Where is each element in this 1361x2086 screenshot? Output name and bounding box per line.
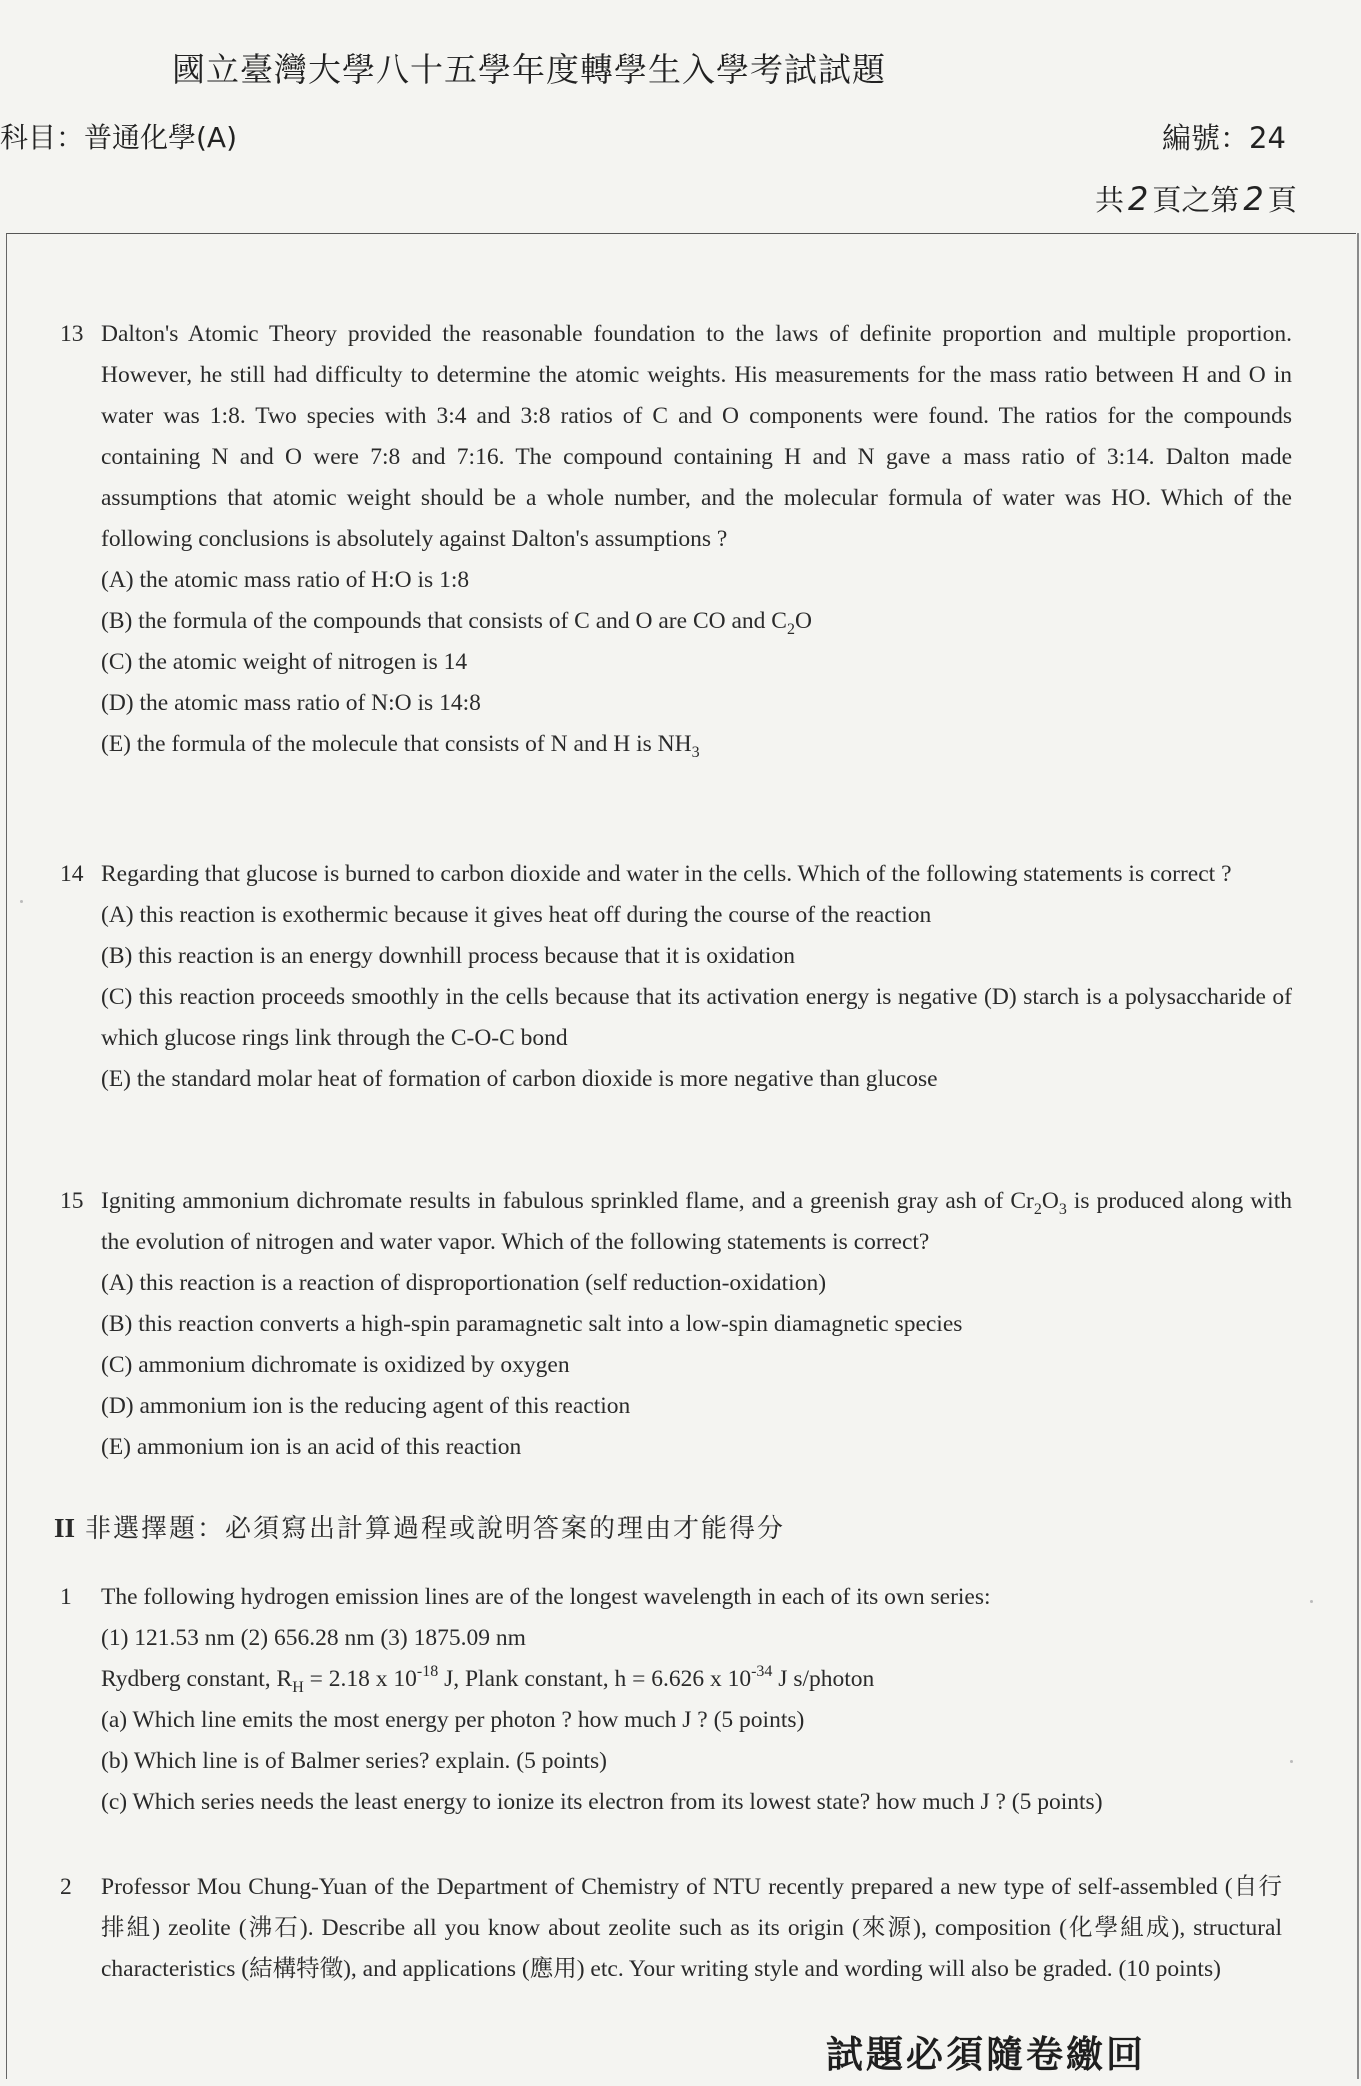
page-frame-right-edge	[1357, 233, 1359, 2079]
part-a: (a) Which line emits the most energy per photon ? how much J ? (5 points)	[101, 1707, 805, 1733]
question-15	[60, 1181, 1292, 1468]
option-e: (E) ammonium ion is an acid of this reaction	[101, 1434, 522, 1460]
option-e	[101, 724, 1292, 765]
constant-text: = 2.18 x 10	[303, 1666, 417, 1692]
question-14	[60, 854, 1292, 1100]
scan-speck	[1310, 1600, 1313, 1603]
option-d: (D) the atomic mass ratio of N:O is 14:8	[101, 690, 481, 716]
question-stem: Regarding that glucose is burned to carbon dioxide and water in the cells. Which of the following statements is correct ?	[101, 861, 1232, 887]
option-c-d: (C) this reaction proceeds smoothly in the cells because that its activation energy is negative (D) starch is a polysaccharide of which glucose rings link through the C-O-C bond	[101, 984, 1292, 1051]
question-13	[60, 314, 1292, 765]
problem-text: Professor Mou Chung-Yuan of the Department of Chemistry of NTU recently prepared a new type of self-assembled (自行排組) zeolite (沸石). Describe all you know about zeolite such as its origin (來源), composition (化學組成), structural characteristics (結構特徵), and applications (應用) etc. Your writing style and wording will also be graded. (10 points)	[101, 1874, 1282, 1982]
constant-text: J, Plank constant, h = 6.626 x 10	[438, 1666, 752, 1692]
subscript: 2	[1033, 1201, 1042, 1218]
return-paper-stamp: 試題必須隨卷繳回	[826, 2032, 1146, 2076]
scan-speck	[20, 900, 23, 903]
option-b: (B) this reaction is an energy downhill process because that it is oxidation	[101, 943, 795, 969]
problem-number: 1	[60, 1584, 72, 1610]
page-middle: 頁之第	[1152, 183, 1240, 217]
superscript: -34	[751, 1663, 773, 1680]
subscript: H	[292, 1679, 304, 1696]
subscript: 3	[691, 744, 700, 761]
page-prefix: 共	[1095, 183, 1125, 217]
question-number: 14	[60, 861, 84, 887]
problem-stem: The following hydrogen emission lines are of the longest wavelength in each of its own series:	[101, 1584, 991, 1610]
constants-line	[101, 1659, 1292, 1700]
option-c: (C) the atomic weight of nitrogen is 14	[101, 649, 468, 675]
page-suffix: 頁	[1267, 183, 1297, 217]
emission-lines: (1) 121.53 nm (2) 656.28 nm (3) 1875.09 nm	[101, 1625, 526, 1651]
option-b	[101, 601, 1292, 642]
stem-text-mid: O	[1041, 1188, 1059, 1214]
option-a: (A) this reaction is exothermic because it gives heat off during the course of the reaction	[101, 902, 932, 928]
option-a: (A) this reaction is a reaction of disproportionation (self reduction-oxidation)	[101, 1270, 827, 1296]
option-e: (E) the standard molar heat of formation of carbon dioxide is more negative than glucose	[101, 1066, 938, 1092]
section-title: 非選擇題：必須寫出計算過程或說明答案的理由才能得分	[85, 1514, 786, 1544]
constant-text: Rydberg constant, R	[101, 1666, 293, 1692]
option-b: (B) this reaction converts a high-spin paramagnetic salt into a low-spin diamagnetic species	[101, 1311, 963, 1337]
page-indicator	[1095, 178, 1297, 219]
option-a: (A) the atomic mass ratio of H:O is 1:8	[101, 567, 470, 593]
option-b-text-end: O	[794, 608, 812, 634]
part-b: (b) Which line is of Balmer series? explain. (5 points)	[101, 1748, 607, 1774]
problem-2	[60, 1867, 1282, 1990]
option-d: (D) ammonium ion is the reducing agent of this reaction	[101, 1393, 631, 1419]
option-e-text: (E) the formula of the molecule that consists of N and H is NH	[101, 731, 692, 757]
constant-text: J s/photon	[772, 1666, 875, 1692]
option-b-text: (B) the formula of the compounds that consists of C and O are CO and C	[101, 608, 787, 634]
subscript: 3	[1058, 1201, 1067, 1218]
section-heading	[54, 1508, 785, 1545]
superscript: -18	[416, 1663, 439, 1680]
stem-text-end: is produced along with the evolution of nitrogen and water vapor. Which of the following statements is correct?	[101, 1188, 1292, 1255]
question-number: 15	[60, 1188, 84, 1214]
subscript: 2	[786, 621, 795, 638]
part-c: (c) Which series needs the least energy to ionize its electron from its lowest state? how much J ? (5 points)	[101, 1789, 1103, 1815]
page-current: 2	[1243, 180, 1264, 218]
page-total: 2	[1128, 180, 1149, 218]
exam-title: 國立臺灣大學八十五學年度轉學生入學考試試題	[172, 50, 886, 89]
exam-code: 編號：24	[1162, 121, 1286, 155]
scan-speck	[1290, 1760, 1293, 1763]
problem-number: 2	[60, 1874, 72, 1900]
option-c: (C) ammonium dichromate is oxidized by oxygen	[101, 1352, 570, 1378]
exam-subject: 科目：普通化學(A)	[0, 121, 238, 154]
section-number: II	[54, 1513, 76, 1543]
question-stem	[101, 1181, 1292, 1263]
problem-1	[60, 1577, 1292, 1823]
question-number: 13	[60, 321, 84, 347]
stem-text: Igniting ammonium dichromate results in fabulous sprinkled flame, and a greenish gray ash of Cr	[101, 1188, 1034, 1214]
question-stem: Dalton's Atomic Theory provided the reasonable foundation to the laws of definite proportion and multiple proportion. However, he still had difficulty to determine the atomic weights. His measurements for the mass ratio between H and O in water was 1:8. Two species with 3:4 and 3:8 ratios of C and O components were found. The ratios for the compounds containing N and O were 7:8 and 7:16. The compound containing H and N gave a mass ratio of 3:14. Dalton made assumptions that atomic weight should be a whole number, and the molecular formula of water was HO. Which of the following conclusions is absolutely against Dalton's assumptions ?	[101, 321, 1292, 552]
